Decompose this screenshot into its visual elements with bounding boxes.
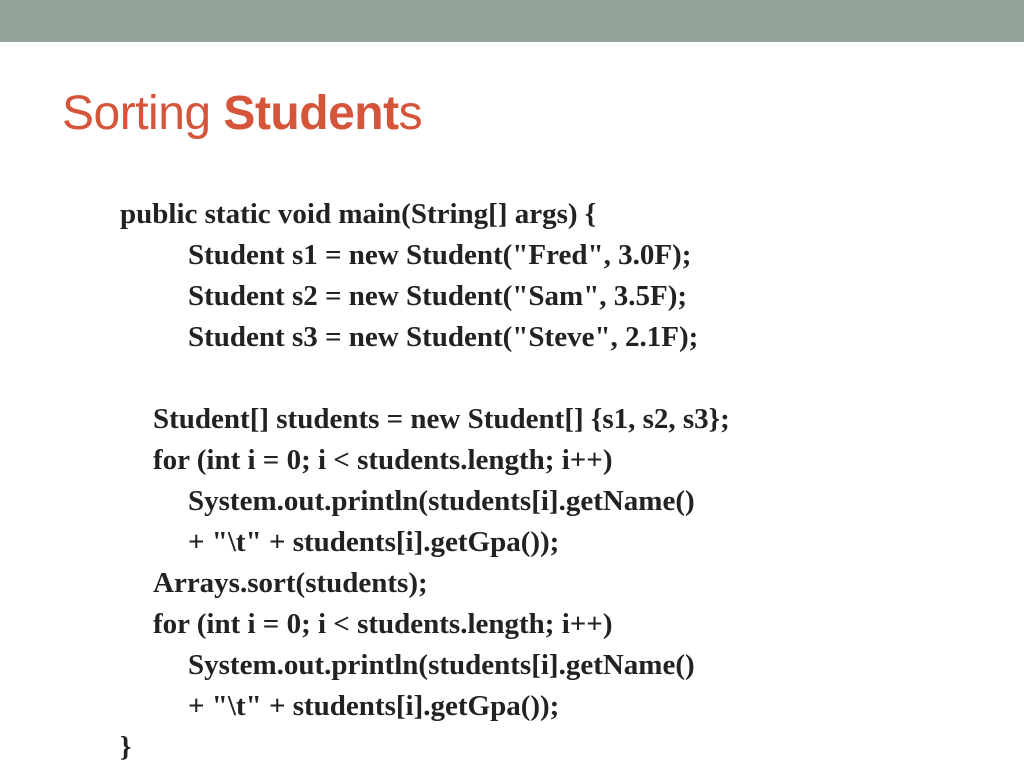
code-line: Student s1 = new Student("Fred", 3.0F); [188,239,692,271]
code-line: public static void main(String[] args) { [120,198,597,230]
code-line: + "\t" + students[i].getGpa()); [188,526,560,558]
code-line: Student[] students = new Student[] {s1, s2, s3}; [153,403,730,435]
top-accent-bar [0,0,1024,42]
code-line: for (int i = 0; i < students.length; i++) [153,444,613,476]
title-suffix-text: s [398,87,423,140]
title-regular-text: Sorting [62,87,224,140]
code-line: Arrays.sort(students); [153,567,428,599]
code-line: for (int i = 0; i < students.length; i++) [153,608,613,640]
slide-title [62,84,422,144]
code-line: Student s3 = new Student("Steve", 2.1F); [188,321,699,353]
code-line: } [120,731,132,763]
code-line: + "\t" + students[i].getGpa()); [188,690,560,722]
code-line: System.out.println(students[i].getName() [188,649,695,681]
title-bold-text: Student [223,87,399,140]
code-line: System.out.println(students[i].getName() [188,485,695,517]
code-line: Student s2 = new Student("Sam", 3.5F); [188,280,688,312]
